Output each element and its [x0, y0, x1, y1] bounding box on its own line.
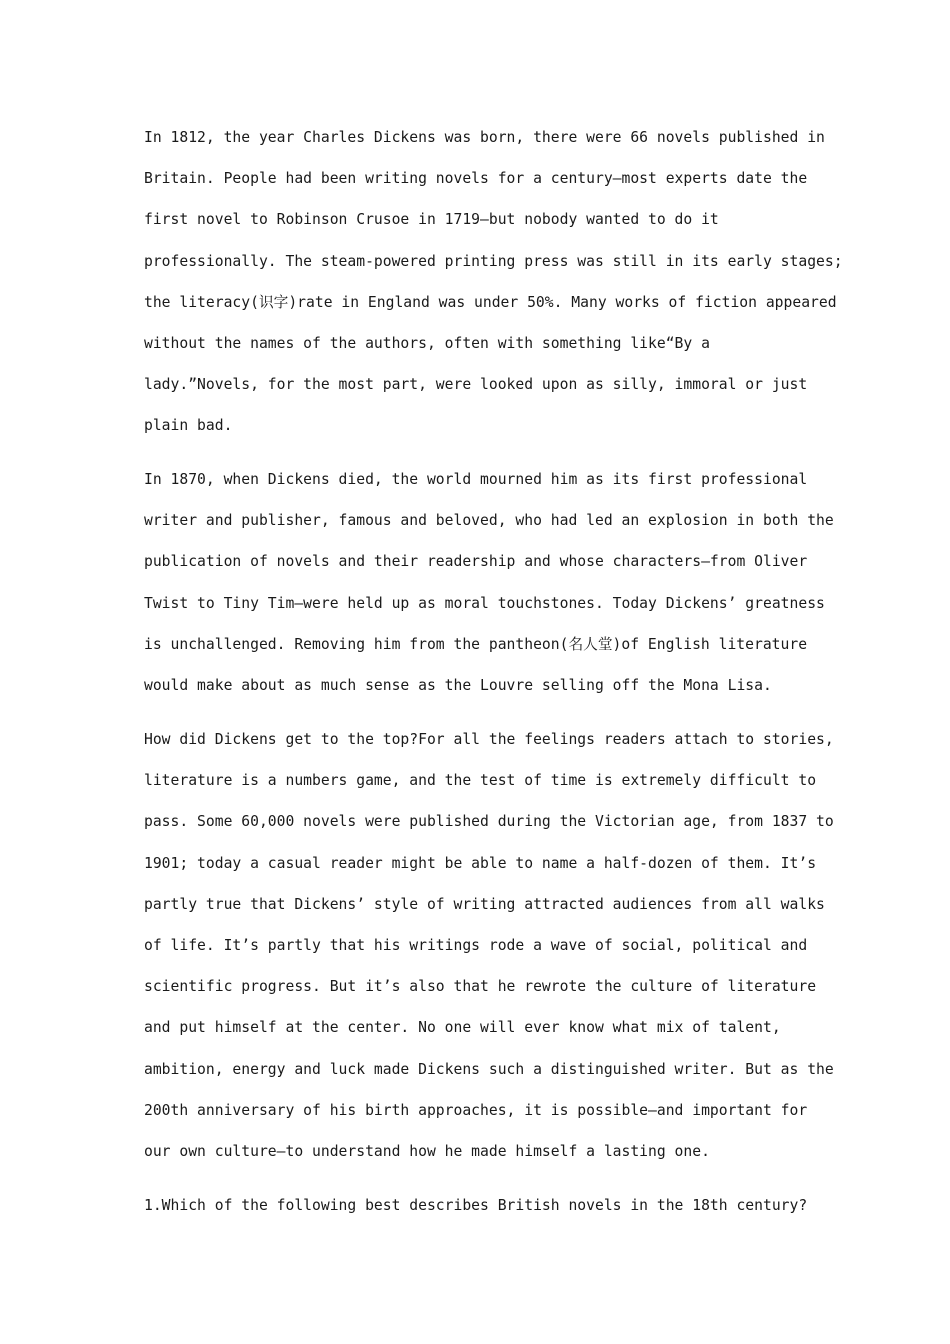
text-line: the literacy(识字)rate in England was under 50%. Many works of fiction appeared [144, 294, 837, 311]
text-line: In 1870, when Dickens died, the world mourned him as its first professional [144, 471, 808, 488]
question-1: 1.Which of the following best describes British novels in the 18th century? [144, 1197, 808, 1214]
text-line: is unchallenged. Removing him from the pantheon(名人堂)of English literature [144, 636, 808, 653]
text-line: without the names of the authors, often with something like“By a [144, 335, 710, 352]
text-line: scientific progress. But it’s also that he rewrote the culture of literature [144, 978, 817, 995]
text-line: How did Dickens get to the top?For all the feelings readers attach to stories, [144, 731, 834, 748]
text-line: In 1812, the year Charles Dickens was born, there were 66 novels published in [144, 129, 825, 146]
text-line: professionally. The steam-powered printing press was still in its early stages; [144, 253, 843, 270]
text-line: writer and publisher, famous and beloved, who had led an explosion in both the [144, 512, 834, 529]
text-line: 1901; today a casual reader might be able to name a half-dozen of them. It’s [144, 855, 817, 872]
text-line: literature is a numbers game, and the test of time is extremely difficult to [144, 772, 817, 789]
text-line: first novel to Robinson Crusoe in 1719—but nobody wanted to do it [144, 211, 719, 228]
text-line: plain bad. [144, 417, 233, 434]
text-line: 200th anniversary of his birth approaches, it is possible—and important for [144, 1102, 808, 1119]
text-line: lady.”Novels, for the most part, were looked upon as silly, immoral or just [144, 376, 808, 393]
text-line: our own culture—to understand how he made himself a lasting one. [144, 1143, 710, 1160]
text-line: of life. It’s partly that his writings rode a wave of social, political and [144, 937, 808, 954]
text-line: ambition, energy and luck made Dickens such a distinguished writer. But as the [144, 1061, 834, 1078]
text-line: and put himself at the center. No one will ever know what mix of talent, [144, 1019, 781, 1036]
text-line: publication of novels and their readership and whose characters—from Oliver [144, 553, 808, 570]
text-line: would make about as much sense as the Louvre selling off the Mona Lisa. [144, 677, 772, 694]
text-line: Britain. People had been writing novels for a century—most experts date the [144, 170, 808, 187]
text-line: pass. Some 60,000 novels were published during the Victorian age, from 1837 to [144, 813, 834, 830]
text-line: Twist to Tiny Tim—were held up as moral touchstones. Today Dickens’ greatness [144, 595, 825, 612]
text-line: partly true that Dickens’ style of writing attracted audiences from all walks [144, 896, 825, 913]
